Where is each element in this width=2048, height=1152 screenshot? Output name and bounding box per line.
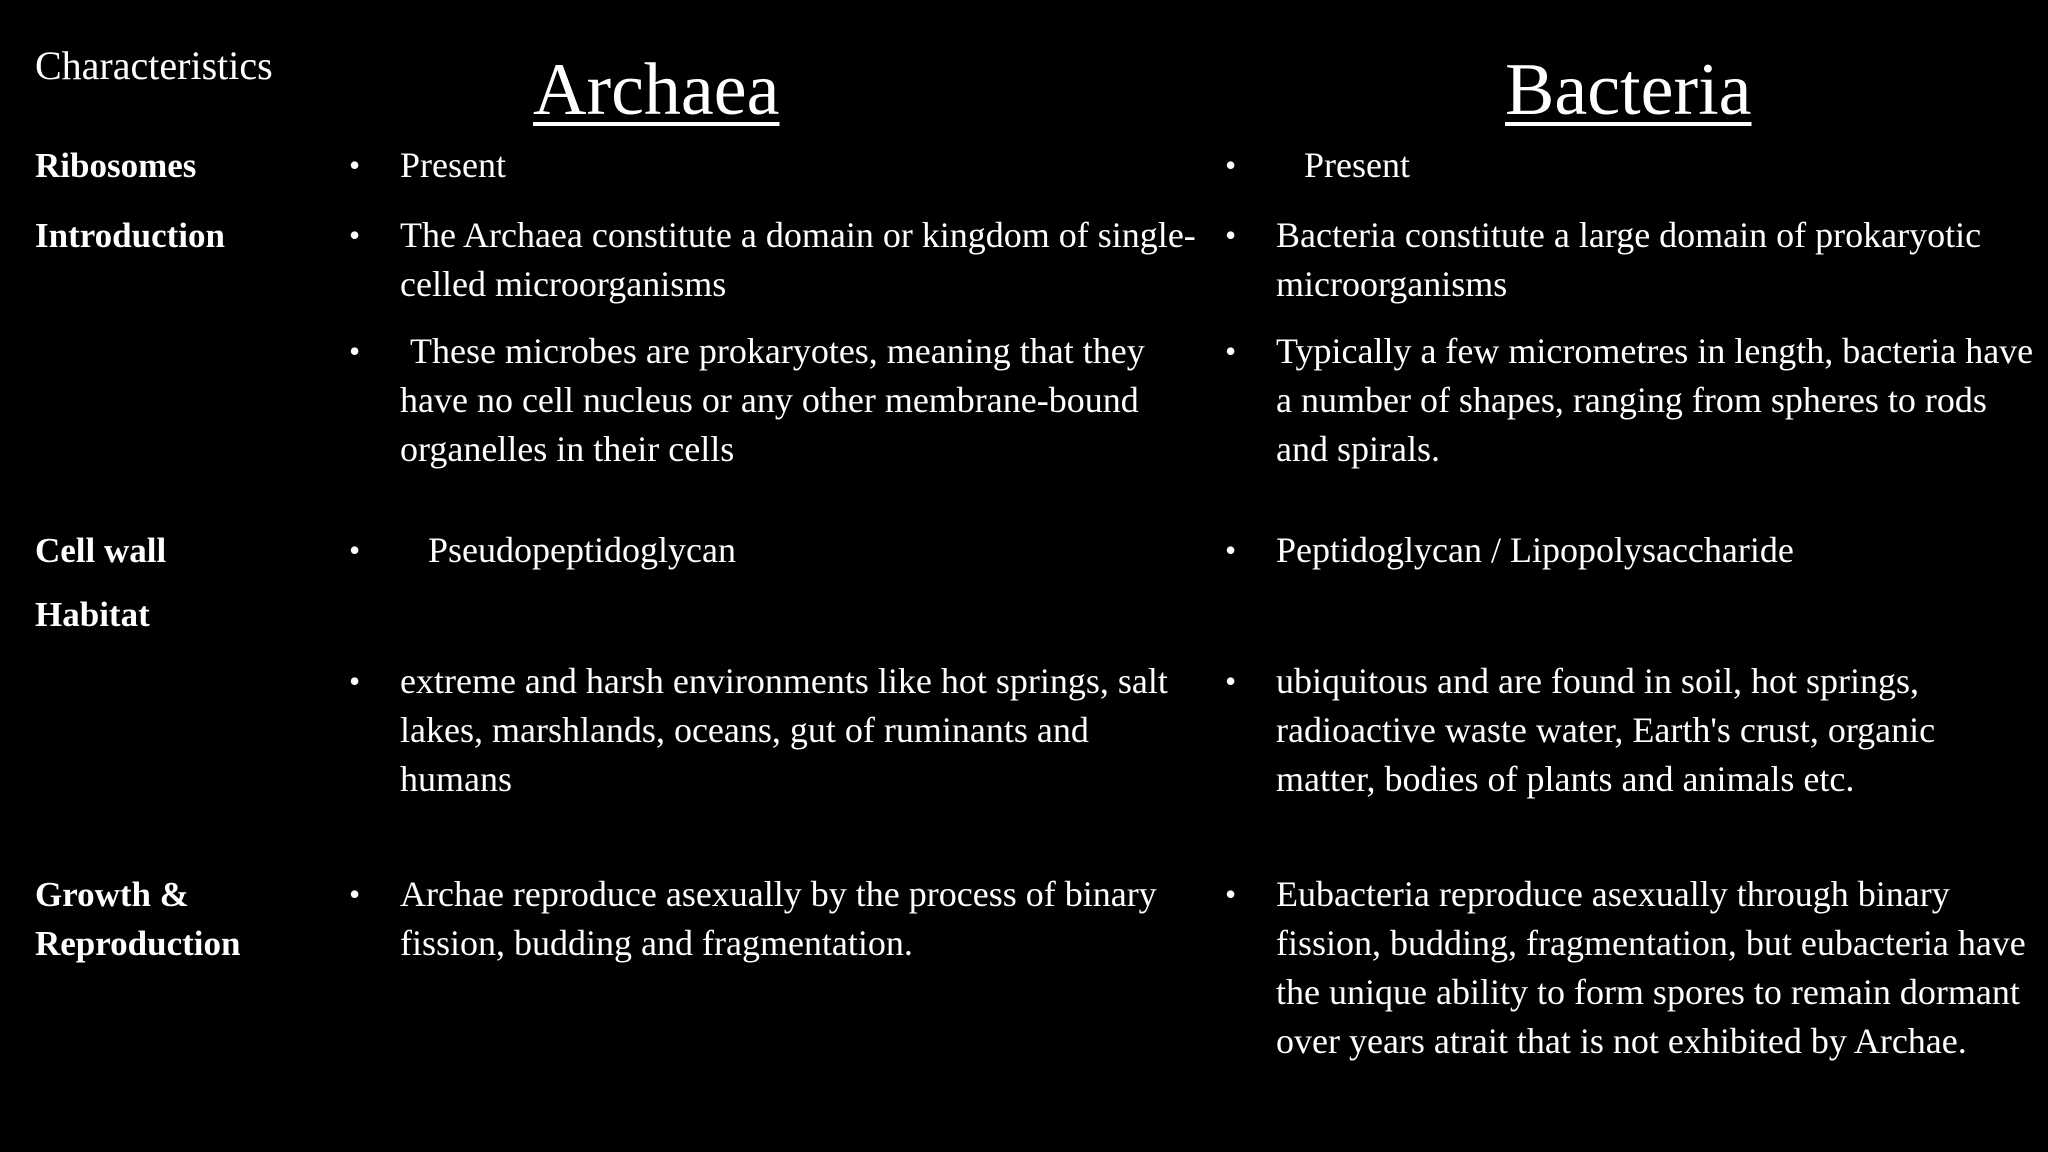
bullet-icon: • <box>1225 333 1237 369</box>
bacteria-cell-wall-item <box>1225 526 2036 575</box>
bacteria-column-title: Bacteria <box>1505 49 1752 131</box>
archaea-habitat-item <box>349 657 1200 804</box>
item-text: Bacteria constitute a large domain of prokaryotic microorganisms <box>1276 215 1982 304</box>
archaea-introduction-item-2 <box>349 327 1200 474</box>
bullet-icon: • <box>349 217 361 253</box>
archaea-introduction-item-1 <box>349 211 1200 309</box>
characteristics-header: Characteristics <box>35 43 273 88</box>
bullet-icon: • <box>349 663 361 699</box>
bullet-icon: • <box>1225 663 1237 699</box>
item-text: Typically a few micrometres in length, bacteria have a number of shapes, ranging from spheres to rods and spirals. <box>1276 331 2034 469</box>
item-text: Pseudopeptidoglycan <box>428 530 736 570</box>
row-label-ribosomes: Ribosomes <box>35 146 197 185</box>
item-text: These microbes are prokaryotes, meaning that they have no cell nucleus or any other membrane-bound organelles in their cells <box>400 331 1145 469</box>
item-text: Eubacteria reproduce asexually through binary fission, budding, fragmentation, but eubacteria have the unique ability to form spores to remain dormant over years atrait that is not exhibited by Archae. <box>1276 874 2026 1061</box>
row-label-habitat: Habitat <box>35 595 150 634</box>
row-label-line: Growth & <box>35 875 189 914</box>
archaea-column-title: Archaea <box>533 49 780 131</box>
bacteria-introduction-item-1 <box>1225 211 2036 309</box>
row-label-line: Reproduction <box>35 924 241 963</box>
item-text: Present <box>400 145 506 185</box>
item-text: Present <box>1304 145 1410 185</box>
archaea-growth-item <box>349 870 1200 968</box>
item-text: ubiquitous and are found in soil, hot springs, radioactive waste water, Earth's crust, organic matter, bodies of plants and animals etc. <box>1276 661 1936 799</box>
item-text: extreme and harsh environments like hot springs, salt lakes, marshlands, oceans, gut of ruminants and humans <box>400 661 1168 799</box>
bacteria-introduction-item-2 <box>1225 327 2036 474</box>
bullet-icon: • <box>349 532 361 568</box>
bacteria-growth-item <box>1225 870 2036 1066</box>
row-label-growth-reproduction <box>35 870 241 968</box>
bullet-icon: • <box>349 876 361 912</box>
archaea-ribosomes-item <box>349 141 1200 190</box>
bullet-icon: • <box>349 147 361 183</box>
item-text: Peptidoglycan / Lipopolysaccharide <box>1276 530 1794 570</box>
bacteria-ribosomes-item <box>1225 141 2036 190</box>
row-label-introduction: Introduction <box>35 216 225 255</box>
archaea-cell-wall-item <box>349 526 1200 575</box>
item-text: Archae reproduce asexually by the process of binary fission, budding and fragmentation. <box>400 874 1157 963</box>
bullet-icon: • <box>1225 532 1237 568</box>
bullet-icon: • <box>1225 217 1237 253</box>
bacteria-habitat-item <box>1225 657 2036 804</box>
row-label-cell-wall: Cell wall <box>35 531 167 570</box>
bullet-icon: • <box>1225 147 1237 183</box>
bullet-icon: • <box>349 333 361 369</box>
item-text: The Archaea constitute a domain or kingdom of single-celled microorganisms <box>400 215 1196 304</box>
bullet-icon: • <box>1225 876 1237 912</box>
